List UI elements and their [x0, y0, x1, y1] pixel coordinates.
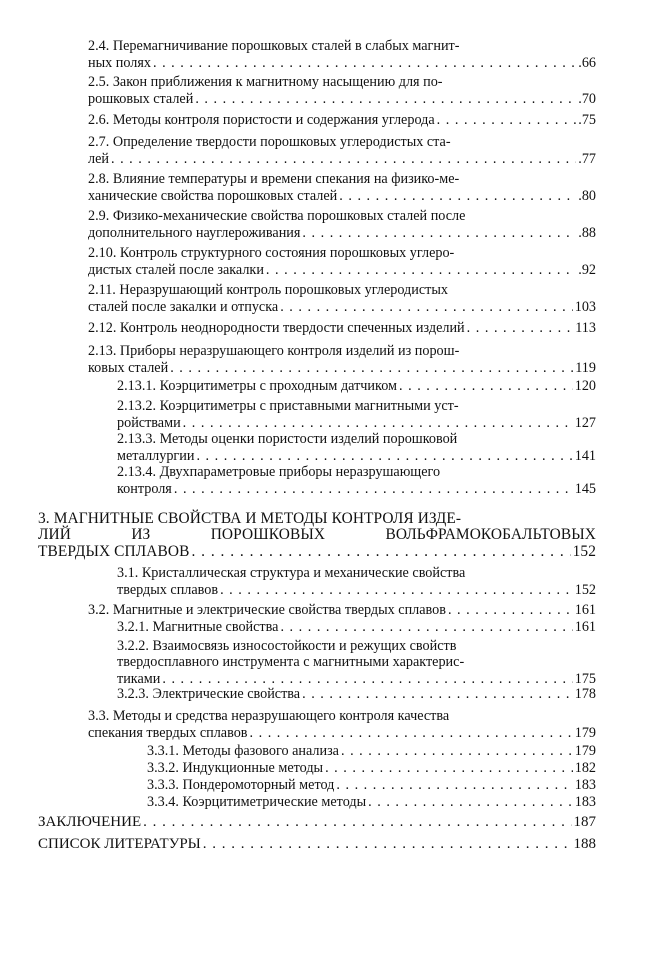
chapter-title-line: 3. МАГНИТНЫЕ СВОЙСТВА И МЕТОДЫ КОНТРОЛЯ ИЗДЕ-	[38, 510, 462, 527]
toc-entry[interactable]	[147, 776, 596, 793]
dot-leader	[111, 151, 576, 167]
page-number: 103	[574, 299, 596, 315]
toc-entry[interactable]	[117, 398, 596, 431]
chapter-word: ЛИЙ	[38, 526, 71, 543]
dot-leader	[196, 448, 572, 464]
page-number: 141	[574, 448, 596, 464]
toc-entry-text: дистых сталей после закалки	[88, 262, 264, 278]
toc-entry[interactable]	[147, 793, 596, 810]
toc-entry-text: тиками	[117, 671, 161, 687]
dot-leader	[174, 481, 573, 497]
page-number: .88	[578, 225, 596, 241]
page-number: 188	[573, 836, 596, 852]
toc-entry-text: 2.13. Приборы неразрушающего контроля изделий из порош-	[88, 343, 460, 359]
chapter-word: ВОЛЬФРАМОКОБАЛЬТОВЫХ	[385, 526, 596, 543]
toc-entry-text: лей	[88, 151, 109, 167]
dot-leader	[336, 777, 572, 793]
toc-entry[interactable]	[88, 134, 596, 167]
page-number: 183	[574, 794, 596, 810]
toc-entry-text: 2.5. Закон приближения к магнитному насыщению для по-	[88, 74, 443, 90]
toc-entry-text: ных полях	[88, 55, 151, 71]
page-number: 113	[575, 320, 596, 336]
page-number: .70	[578, 91, 596, 107]
page-number: 152	[572, 543, 596, 560]
dot-leader	[203, 836, 572, 852]
chapter-word: ПОРОШКОВЫХ	[210, 526, 326, 543]
dot-leader	[170, 360, 573, 376]
toc-entry-text: 3.3.4. Коэрцитиметрические методы	[147, 794, 367, 810]
toc-entry[interactable]	[117, 685, 596, 702]
toc-entry-text: 3.2. Магнитные и электрические свойства твердых сплавов	[88, 602, 446, 618]
toc-entry-text: 3.2.1. Магнитные свойства	[117, 619, 279, 635]
toc-entry-text: контроля	[117, 481, 172, 497]
toc-entry-text: твердых сплавов	[117, 582, 219, 598]
toc-entry-text: 2.13.4. Двухпараметровые приборы неразрушающего	[117, 464, 441, 480]
chapter-heading[interactable]	[38, 511, 596, 560]
toc-entry-text: 2.4. Перемагничивание порошковых сталей в слабых магнит-	[88, 38, 460, 54]
page-number: .92	[578, 262, 596, 278]
toc-entry[interactable]	[147, 759, 596, 776]
page-number: 119	[575, 360, 596, 376]
toc-entry-text: 3.2.3. Электрические свойства	[117, 686, 301, 702]
dot-leader	[368, 794, 573, 810]
toc-entry[interactable]	[88, 208, 596, 241]
page-number: 145	[574, 481, 596, 497]
page-number: 175	[574, 671, 596, 687]
dot-leader	[339, 188, 576, 204]
toc-entry[interactable]	[117, 565, 596, 598]
chapter-title-line: ТВЕРДЫХ СПЛАВОВ	[38, 543, 190, 560]
toc-entry-text: 3.1. Кристаллическая структура и механические свойства	[117, 565, 466, 581]
toc-entry[interactable]	[88, 282, 596, 315]
toc-entry-references[interactable]	[38, 835, 596, 852]
dot-leader	[341, 743, 573, 759]
page-number: 179	[574, 725, 596, 741]
page-number: 183	[574, 777, 596, 793]
page-number: 120	[574, 378, 596, 394]
toc-entry[interactable]	[88, 38, 596, 71]
toc-entry[interactable]	[117, 618, 596, 635]
dot-leader	[280, 619, 572, 635]
toc-entry[interactable]	[117, 431, 596, 464]
toc-entry[interactable]	[88, 245, 596, 278]
toc-entry-text: металлургии	[117, 448, 195, 464]
toc-entry-text: СПИСОК ЛИТЕРАТУРЫ	[38, 836, 201, 852]
toc-entry-text: 3.3.3. Пондеромоторный метод	[147, 777, 335, 793]
page-number: 161	[574, 602, 596, 618]
toc-entry-text: 3.3.1. Методы фазового анализа	[147, 743, 339, 759]
page-number: .66	[578, 55, 596, 71]
toc-entry[interactable]	[88, 343, 596, 376]
toc-entry-text: 2.13.2. Коэрцитиметры с приставными магнитными уст-	[117, 398, 459, 414]
toc-entry-text: ЗАКЛЮЧЕНИЕ	[38, 814, 142, 830]
toc-entry-text: 3.2.2. Взаимосвязь износостойкости и режущих свойств	[117, 638, 457, 654]
toc-entry-text: твердосплавного инструмента с магнитными характерис-	[117, 654, 465, 670]
dot-leader	[153, 55, 576, 71]
toc-entry-text: рошковых сталей	[88, 91, 194, 107]
toc-entry[interactable]	[88, 601, 596, 618]
toc-entry-text: 2.9. Физико-механические свойства порошковых сталей после	[88, 208, 466, 224]
toc-entry[interactable]	[117, 638, 596, 687]
dot-leader	[437, 112, 577, 128]
toc-entry-text: ханические свойства порошковых сталей	[88, 188, 338, 204]
dot-leader	[325, 760, 573, 776]
toc-entry[interactable]	[88, 171, 596, 204]
dot-leader	[280, 299, 573, 315]
page-number: .80	[578, 188, 596, 204]
toc-entry[interactable]	[117, 464, 596, 497]
dot-leader	[302, 686, 573, 702]
toc-entry-text: 2.10. Контроль структурного состояния порошковых углеро-	[88, 245, 455, 261]
chapter-title-line	[38, 527, 596, 543]
toc-entry-text: дополнительного науглероживания	[88, 225, 301, 241]
toc-entry-text: сталей после закалки и отпуска	[88, 299, 279, 315]
dot-leader	[183, 415, 573, 431]
dot-leader	[143, 814, 571, 830]
page-number: 179	[574, 743, 596, 759]
dot-leader	[195, 91, 576, 107]
page-number: 152	[574, 582, 596, 598]
toc-entry[interactable]	[88, 111, 596, 128]
page-number: .77	[578, 151, 596, 167]
toc-entry-text: 2.11. Неразрушающий контроль порошковых углеродистых	[88, 282, 448, 298]
dot-leader	[250, 725, 573, 741]
dot-leader	[266, 262, 576, 278]
dot-leader	[302, 225, 576, 241]
page-number: 161	[574, 619, 596, 635]
page-number: 187	[573, 814, 596, 830]
dot-leader	[220, 582, 573, 598]
toc-entry-text: 2.6. Методы контроля пористости и содержания углерода	[88, 112, 435, 128]
toc-entry-conclusion[interactable]	[38, 813, 596, 830]
toc-entry[interactable]	[88, 319, 596, 336]
page-number: 127	[574, 415, 596, 431]
toc-entry[interactable]	[88, 708, 596, 741]
toc-entry[interactable]	[117, 377, 596, 394]
toc-entry-text: 2.8. Влияние температуры и времени спекания на физико-ме-	[88, 171, 460, 187]
toc-entry-text: ройствами	[117, 415, 181, 431]
page-number: .75	[578, 112, 596, 128]
toc-entry-text: 3.3. Методы и средства неразрушающего контроля качества	[88, 708, 450, 724]
toc-entry[interactable]	[88, 74, 596, 107]
toc-entry-text: 2.13.1. Коэрцитиметры с проходным датчиком	[117, 378, 397, 394]
dot-leader	[191, 544, 570, 560]
chapter-word: ИЗ	[131, 526, 151, 543]
toc-entry-text: ковых сталей	[88, 360, 169, 376]
dot-leader	[467, 320, 574, 336]
page-number: 178	[574, 686, 596, 702]
dot-leader	[448, 602, 573, 618]
toc-entry-text: 3.3.2. Индукционные методы	[147, 760, 324, 776]
toc-entry-text: 2.7. Определение твердости порошковых углеродистых ста-	[88, 134, 451, 150]
dot-leader	[399, 378, 573, 394]
page-number: 182	[574, 760, 596, 776]
toc-entry-text: 2.13.3. Методы оценки пористости изделий порошковой	[117, 431, 458, 447]
toc-entry-text: 2.12. Контроль неоднородности твердости спеченных изделий	[88, 320, 465, 336]
toc-entry-text: спекания твердых сплавов	[88, 725, 248, 741]
toc-entry[interactable]	[147, 742, 596, 759]
